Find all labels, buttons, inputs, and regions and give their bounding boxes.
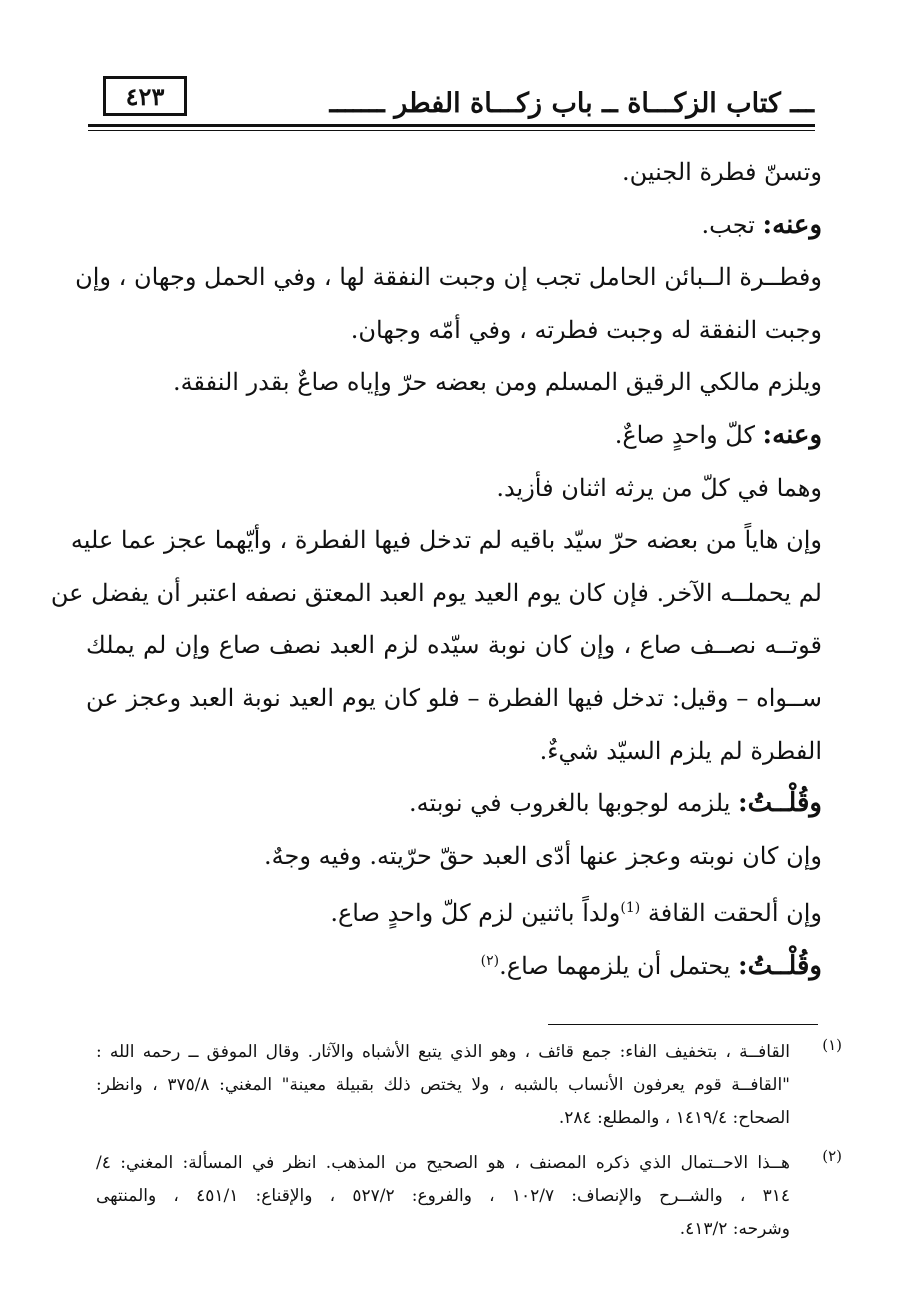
footnote-separator (548, 1024, 818, 1025)
page-number: ٤٢٣ (125, 81, 165, 111)
footnote-line: الصحاح: ١٤١٩/٤ ، والمطلع: ٢٨٤. (558, 1108, 790, 1128)
header-rule (88, 124, 815, 127)
header-rule-thin (88, 130, 815, 131)
body-line: وعنه: كلّ واحدٍ صاعٌ. (614, 419, 822, 450)
footnote-line: وشرحه: ٤١٣/٢. (679, 1219, 790, 1239)
footnote-marker: (١) (822, 1036, 842, 1054)
bold-lead: وقُلْــتُ: (738, 788, 822, 819)
body-line: وإن ألحقت القافة $^{(1)}$ولداً باثنين لزم كلّ واحدٍ صاع. (330, 899, 822, 928)
footnote-line: هــذا الاحــتمال الذي ذكره المصنف ، هو الصحيح من المذهب. انظر في المسألة: المغني: ٤/ (96, 1153, 790, 1173)
page-number-box (103, 76, 187, 116)
body-line: قوتــه نصــف صاع ، وإن كان نوبة سيّده لزم العبد نصف صاع وإن لم يملك (86, 631, 822, 660)
footnotes (96, 1036, 842, 1258)
footnote-marker: (٢) (822, 1147, 842, 1165)
body-line: وهما في كلّ من يرثه اثنان فأزيد. (496, 473, 822, 502)
body-line: وجبت النفقة له وجبت فطرته ، وفي أمّه وجهان. (350, 315, 822, 344)
body-line: وإن هاياً من بعضه حرّ سيّد باقيه لم تدخل فيها الفطرة ، وأيّهما عجز عما عليه (70, 526, 822, 555)
body-line: الفطرة لم يلزم السيّد شيءٌ. (539, 736, 822, 765)
footnote-line: ٣١٤ ، والشــرح والإنصاف: ١٠٢/٧ ، والفروع: ٥٢٧/٢ ، والإقناع: ٤٥١/١ ، والمنتهى (96, 1186, 790, 1206)
footnote-reference[interactable]: (1) (620, 900, 641, 917)
body-line: ويلزم مالكي الرقيق المسلم ومن بعضه حرّ وإياه صاعٌ بقدر النفقة. (172, 368, 822, 397)
footnote-reference[interactable]: (٢) (480, 952, 500, 969)
footnote-line: القافــة ، بتخفيف الفاء: جمع قائف ، وهو الذي يتبع الأشباه والآثار. وقال الموفق ــ رحمه الله : (96, 1042, 790, 1062)
body-line: وقُلْــتُ: يلزمه لوجوبها بالغروب في نوبته. (409, 788, 822, 819)
body-line: وقُلْــتُ: يحتمل أن يلزمهما صاع.$^{(٢)}$ (480, 950, 822, 981)
body-line: وعنه: تجب. (701, 209, 822, 240)
bold-lead: وعنه: (762, 419, 822, 450)
footnote (96, 1147, 842, 1246)
body-line: وفطــرة الــبائن الحامل تجب إن وجبت النفقة لها ، وفي الحمل وجهان ، وإن (75, 263, 822, 292)
body-line: وإن كان نوبته وعجز عنها أدّى العبد حقّ حرّيته. وفيه وجهٌ. (264, 841, 822, 870)
body-text (50, 146, 822, 988)
footnote (96, 1036, 842, 1135)
bold-lead: وعنه: (762, 209, 822, 240)
body-line: ســواه – وقيل: تدخل فيها الفطرة – فلو كان يوم العيد نوبة العبد وعجز عن (86, 683, 822, 712)
body-line: وتسنّ فطرة الجنين. (621, 158, 822, 186)
bold-lead: وقُلْــتُ: (738, 950, 822, 981)
body-line: لم يحملــه الآخر. فإن كان يوم العيد يوم العبد المعتق نصفه اعتبر أن يفضل عن (50, 578, 822, 607)
footnote-line: "القافــة قوم يعرفون الأنساب بالشبه ، ولا يختص ذلك بقبيلة معينة" المغني: ٣٧٥/٨ ، وانظر: (96, 1075, 790, 1095)
running-header-title: ـــ كتاب الزكـــاة ــ باب زكـــاة الفطر ـــــــ (329, 88, 814, 119)
